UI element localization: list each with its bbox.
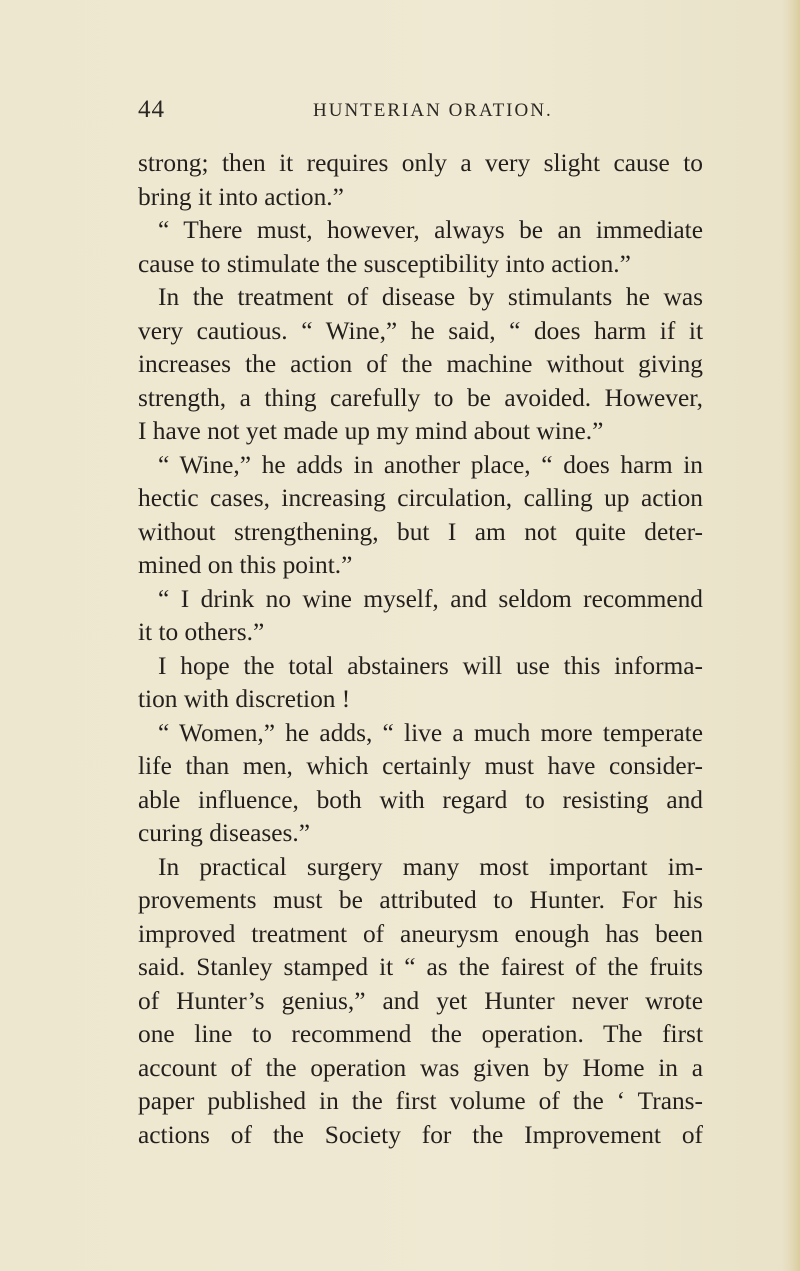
text-line: strong; then it requires only a very slight cause to xyxy=(138,149,703,177)
text-line: hectic cases, increasing circulation, calling up action xyxy=(138,484,703,512)
text-line: very cautious. “ Wine,” he said, “ does harm if it xyxy=(138,316,703,345)
text-line: “ Women,” he adds, “ live a much more temperate xyxy=(158,718,703,747)
text-line: paper published in the first volume of the ‘ Trans- xyxy=(138,1087,703,1115)
text-line: “ There must, however, always be an immediate xyxy=(158,216,703,244)
text-line: able influence, both with regard to resisting and xyxy=(138,785,703,814)
text-line: I hope the total abstainers will use this informa- xyxy=(158,651,703,680)
text-line: life than men, which certainly must have consider- xyxy=(138,752,703,780)
text-line: without strengthening, but I am not quite deter- xyxy=(138,517,703,546)
text-line: cause to stimulate the susceptibility into action.” xyxy=(138,249,631,278)
text-line: account of the operation was given by Home in a xyxy=(138,1053,703,1082)
page-header xyxy=(138,96,703,132)
text-line: In practical surgery many most important im- xyxy=(158,852,703,881)
text-line: increases the action of the machine without giving xyxy=(138,350,703,378)
page-number: 44 xyxy=(138,96,165,123)
text-line: of Hunter’s genius,” and yet Hunter never wrote xyxy=(138,986,703,1015)
text-line: I have not yet made up my mind about wine.” xyxy=(138,417,604,445)
text-line: mined on this point.” xyxy=(138,551,353,579)
text-line: strength, a thing carefully to be avoided. However, xyxy=(138,383,703,412)
text-line: tion with discretion ! xyxy=(138,685,351,713)
text-line: bring it into action.” xyxy=(138,182,344,211)
text-line: said. Stanley stamped it “ as the fairest of the fruits xyxy=(138,953,703,981)
running-head: HUNTERIAN ORATION. xyxy=(313,100,553,121)
page-edge-shadow xyxy=(782,0,800,1271)
text-line: it to others.” xyxy=(138,618,265,646)
text-line: actions of the Society for the Improvement of xyxy=(138,1120,703,1149)
body-text xyxy=(138,147,703,1152)
text-line: improved treatment of aneurysm enough has been xyxy=(138,919,703,948)
text-line: In the treatment of disease by stimulants he was xyxy=(158,283,703,311)
text-line: provements must be attributed to Hunter. For his xyxy=(138,886,703,914)
text-line: curing diseases.” xyxy=(138,819,311,847)
text-line: one line to recommend the operation. The first xyxy=(138,1020,703,1048)
text-line: “ Wine,” he adds in another place, “ does harm in xyxy=(158,450,703,479)
text-line: “ I drink no wine myself, and seldom recommend xyxy=(158,584,703,613)
